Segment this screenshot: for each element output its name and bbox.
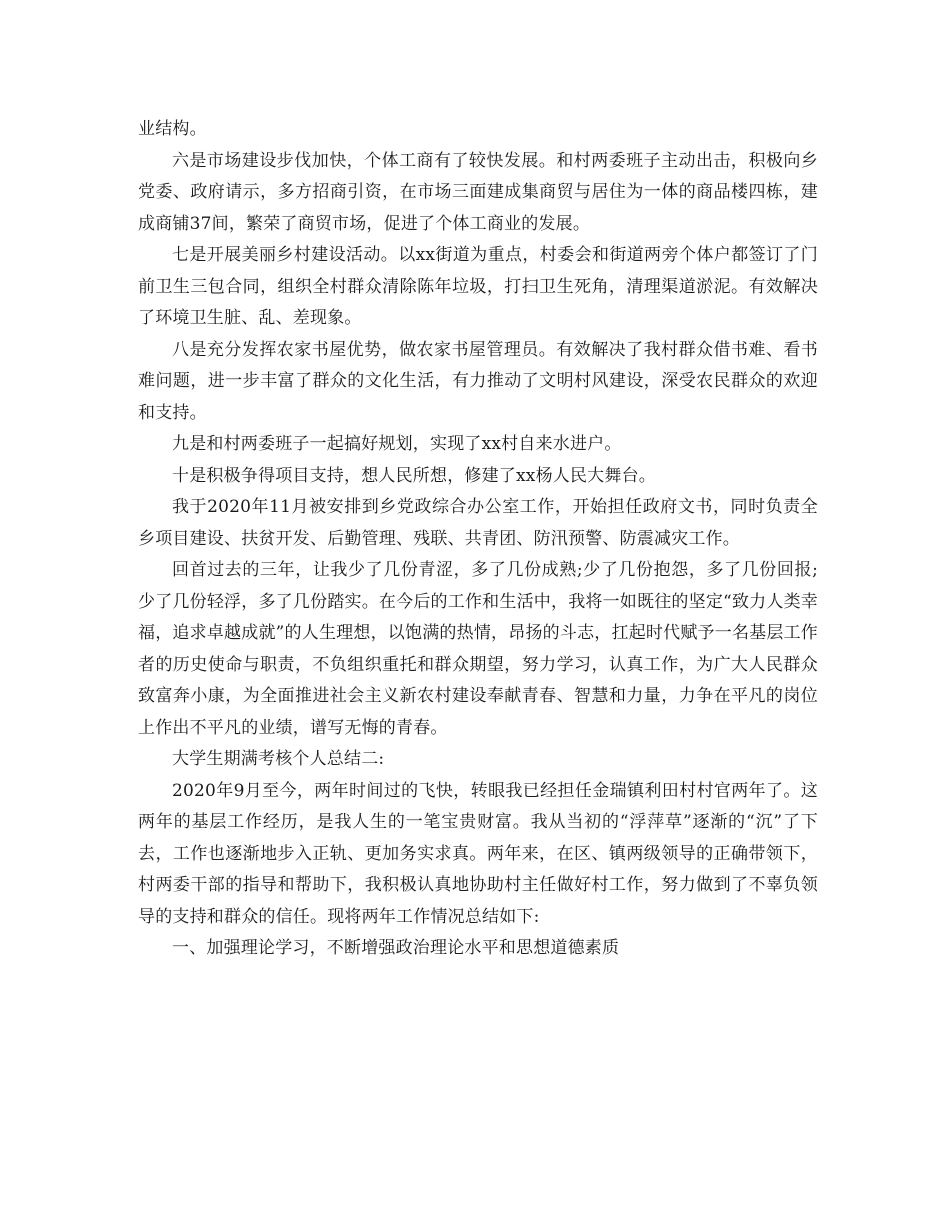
paragraph-1: 业结构。 (138, 119, 207, 139)
paragraph-6: 十是积极争得项目支持，想人民所想，修建了xx杨人民大舞台。 (172, 465, 656, 486)
paragraph-4: 八是充分发挥农家书屋优势，做农家书屋管理员。有效解决了我村群众借书难、看书难问题，进一步丰富了群众的文化生活，有力推动了文明村风建设，深受农民群众的欢迎和支持。 (138, 339, 818, 423)
subsection-heading: 一、加强理论学习，不断增强政治理论水平和思想道德素质 (172, 938, 620, 958)
paragraph-2: 六是市场建设步伐加快，个体工商有了较快发展。和村两委班子主动出击，积极向乡党委、政府请示，多方招商引资，在市场三面建成集商贸与居住为一体的商品楼四栋，建成商铺37间，繁荣了商贸市场，促进了个体工商业的发展。 (138, 150, 818, 234)
paragraph-10: 2020年9月至今，两年时间过的飞快，转眼我已经担任金瑞镇利田村村官两年了。这两年的基层工作经历，是我人生的一笔宝贵财富。我从当初的“浮萍草”逐渐的“沉”了下去，工作也逐渐地步入正轨、更加务实求真。两年来，在区、镇两级领导的正确带领下，村两委干部的指导和帮助下，我积极认真地协助村主任做好村工作，努力做到了不辜负领导的支持和群众的信任。现将两年工作情况总结如下: (138, 780, 818, 927)
paragraph-7: 我于2020年11月被安排到乡党政综合办公室工作，开始担任政府文书，同时负责全乡项目建设、扶贫开发、后勤管理、残联、共青团、防汛预警、防震减灾工作。 (138, 497, 818, 549)
document-body (138, 114, 818, 965)
paragraph-5: 九是和村两委班子一起搞好规划，实现了xx村自来水进户。 (172, 434, 622, 454)
section-heading: 大学生期满考核个人总结二: (172, 749, 385, 769)
paragraph-3: 七是开展美丽乡村建设活动。以xx街道为重点，村委会和街道两旁个体户都签订了门前卫生三包合同，组织全村群众清除陈年垃圾，打扫卫生死角，清理渠道淤泥。有效解决了环境卫生脏、乱、差现象。 (138, 245, 818, 328)
paragraph-8: 回首过去的三年，让我少了几份青涩，多了几份成熟;少了几份抱怨，多了几份回报;少了几份轻浮，多了几份踏实。在今后的工作和生活中，我将一如既往的坚定“致力人类幸福，追求卓越成就”的人生理想，以饱满的热情，昂扬的斗志，扛起时代赋予一名基层工作者的历史使命与职责，不负组织重托和群众期望，努力学习，认真工作，为广大人民群众致富奔小康，为全面推进社会主义新农村建设奉献青春、智慧和力量，力争在平凡的岗位上作出不平凡的业绩，谱写无悔的青春。 (138, 560, 818, 738)
